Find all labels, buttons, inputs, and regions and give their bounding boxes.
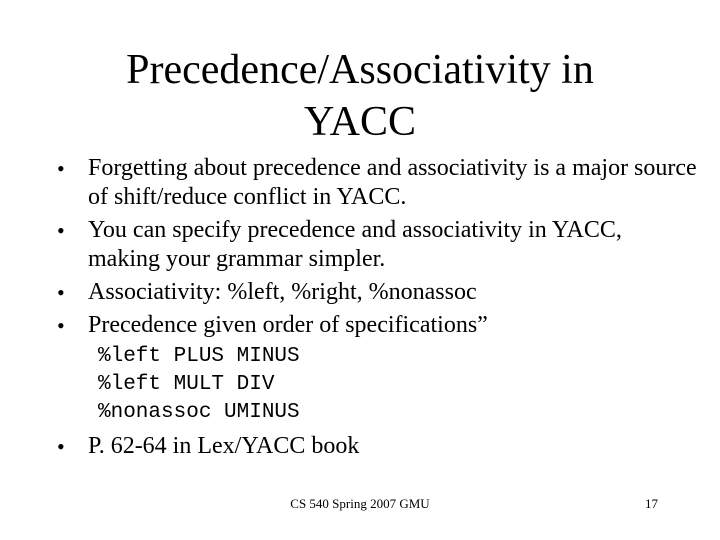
- bullet-list: [57, 154, 697, 344]
- page-number: 17: [645, 496, 658, 511]
- code-line: %left MULT DIV: [98, 373, 275, 396]
- slide-title-line-1: Precedence/Associativity in: [126, 47, 594, 93]
- bullet-text: You can specify precedence and associativity in YACC, making your grammar simpler.: [88, 217, 622, 272]
- bullet-text: P. 62-64 in Lex/YACC book: [88, 433, 360, 459]
- footer-text: CS 540 Spring 2007 GMU: [290, 496, 430, 511]
- bullet-text: Precedence given order of specifications”: [88, 312, 488, 338]
- bullet-item: [57, 154, 697, 212]
- code-block: [98, 343, 300, 427]
- bullet-text: Associativity: %left, %right, %nonassoc: [88, 279, 477, 305]
- bullet-item: [57, 311, 697, 340]
- bullet-icon: •: [57, 156, 65, 181]
- code-line: %nonassoc UMINUS: [98, 401, 300, 424]
- slide-title-line-2: YACC: [303, 99, 417, 145]
- bullet-icon: •: [57, 313, 65, 338]
- code-line: %left PLUS MINUS: [98, 345, 300, 368]
- bullet-text: Forgetting about precedence and associativity is a major source of shift/reduce conflict in YACC.: [88, 155, 697, 210]
- bullet-item-last: [57, 432, 720, 461]
- bullet-icon: •: [57, 434, 65, 459]
- bullet-icon: •: [57, 280, 65, 305]
- bullet-icon: •: [57, 218, 65, 243]
- bullet-item: [57, 278, 697, 307]
- bullet-item: [57, 216, 697, 274]
